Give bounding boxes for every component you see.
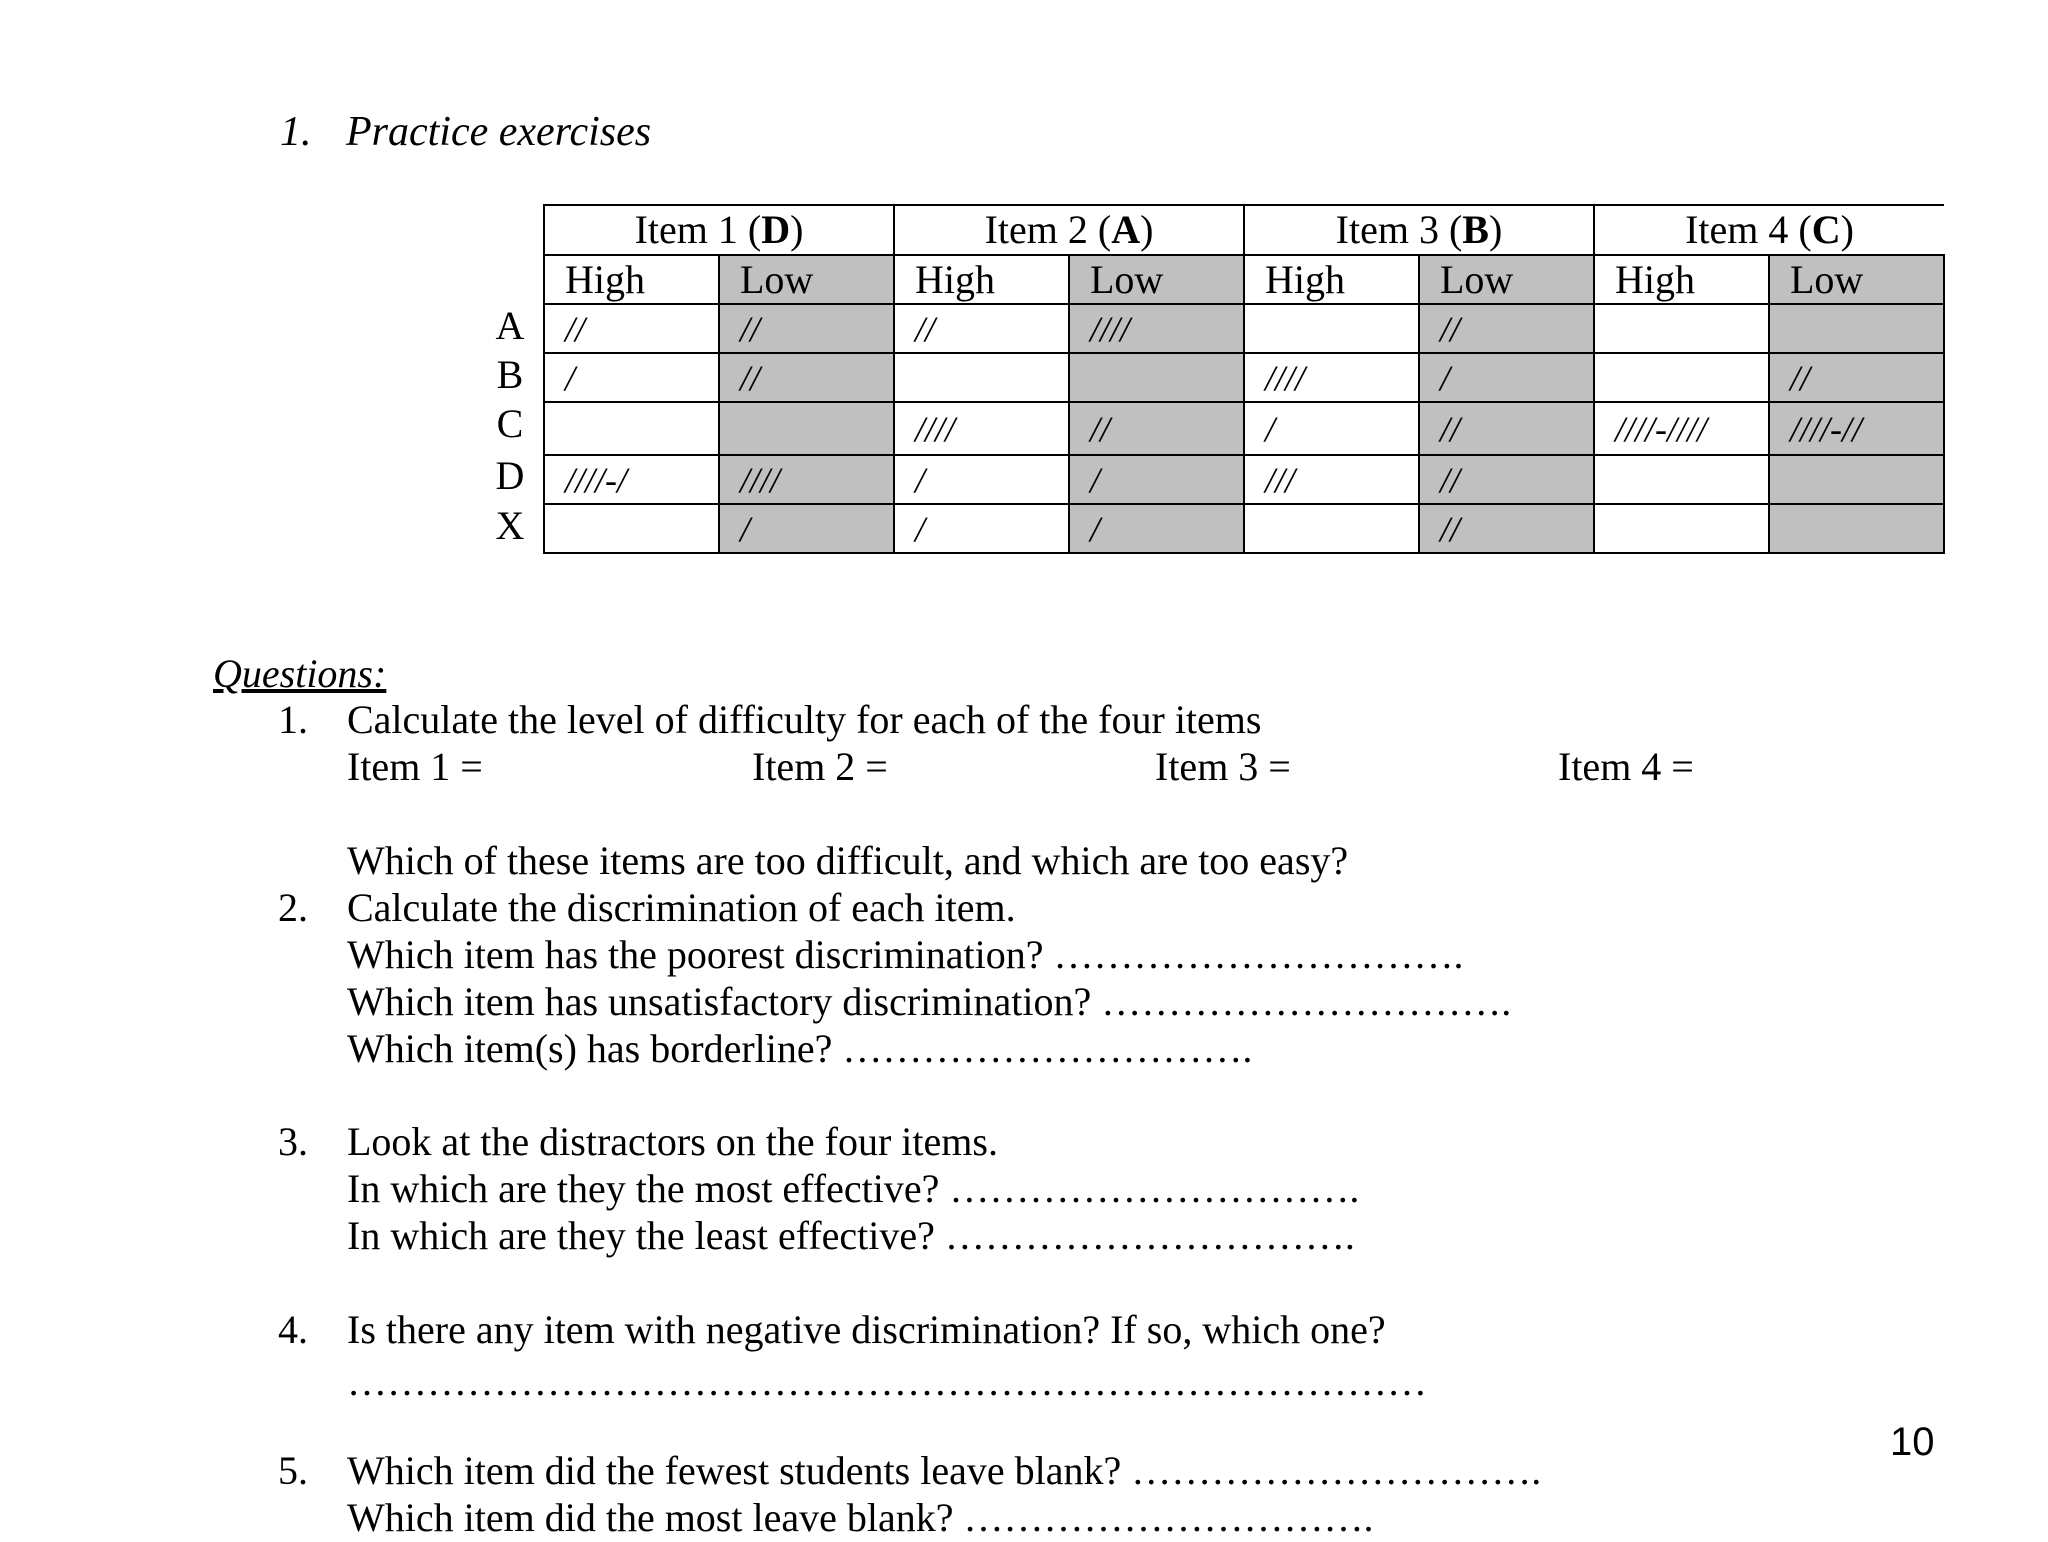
- section-number: 1.: [280, 109, 312, 155]
- answer-item-4: Item 4 =: [1558, 744, 1694, 789]
- tally-cell: [1769, 504, 1944, 553]
- group-header-low: Low: [1419, 255, 1594, 304]
- tally-cell: ////: [894, 402, 1069, 455]
- question-5-line-1: Which item did the fewest students leave blank? ………………………….: [347, 1448, 1542, 1493]
- question-2-line-2: Which item has unsatisfactory discrimination? ………………………….: [347, 979, 1512, 1024]
- tally-cell: //: [1769, 353, 1944, 402]
- tally-cell: //: [1419, 304, 1594, 353]
- tally-cell: ////: [1069, 304, 1244, 353]
- tally-cell: [544, 402, 719, 455]
- table-header-items: [544, 205, 1944, 255]
- tally-cell: /: [1419, 353, 1594, 402]
- tally-cell: /: [544, 353, 719, 402]
- question-4-text: Is there any item with negative discrimination? If so, which one?: [347, 1307, 1386, 1352]
- question-2-line-3: Which item(s) has borderline? ………………………….: [347, 1026, 1253, 1071]
- tally-cell: [1594, 304, 1769, 353]
- tally-cell: [1594, 353, 1769, 402]
- tally-cell: ////: [1244, 353, 1419, 402]
- tally-cell: //: [1069, 402, 1244, 455]
- tally-cell: /: [894, 504, 1069, 553]
- page-number: 10: [1890, 1420, 1935, 1464]
- row-label-c: C: [496, 401, 524, 446]
- tally-cell: [1769, 455, 1944, 504]
- tally-cell: /: [719, 504, 894, 553]
- question-1-followup: Which of these items are too difficult, and which are too easy?: [347, 838, 1349, 883]
- questions-heading: Questions:: [213, 651, 387, 696]
- table-row: [544, 402, 1944, 455]
- tally-cell: ////-/: [544, 455, 719, 504]
- answer-item-1: Item 1 =: [347, 744, 483, 789]
- item-header-2: Item 2 (A): [894, 205, 1244, 255]
- tally-cell: ////-////: [1594, 402, 1769, 455]
- group-header-high: High: [894, 255, 1069, 304]
- question-2-line-1: Which item has the poorest discrimination? ………………………….: [347, 932, 1464, 977]
- group-header-high: High: [1244, 255, 1419, 304]
- tally-body: [544, 304, 1944, 553]
- row-label-b: B: [496, 352, 524, 397]
- tally-cell: //: [1419, 402, 1594, 455]
- table-row: [544, 353, 1944, 402]
- section-title: Practice exercises: [346, 109, 652, 155]
- question-1-number: 1.: [278, 697, 308, 742]
- question-1-text: Calculate the level of difficulty for each of the four items: [347, 697, 1262, 742]
- table-header-groups: [544, 255, 1944, 304]
- section-heading: [280, 108, 651, 156]
- tally-table: [543, 204, 1945, 554]
- tally-cell: ////: [719, 455, 894, 504]
- question-3-line-1: In which are they the most effective? ………………………….: [347, 1166, 1360, 1211]
- question-2-number: 2.: [278, 885, 308, 930]
- tally-cell: [1244, 304, 1419, 353]
- tally-cell: [719, 402, 894, 455]
- tally-cell: //: [544, 304, 719, 353]
- answer-item-2: Item 2 =: [752, 744, 888, 789]
- item-header-4: Item 4 (C): [1594, 205, 1944, 255]
- tally-cell: ////-//: [1769, 402, 1944, 455]
- group-header-low: Low: [1769, 255, 1944, 304]
- row-label-a: A: [495, 303, 525, 348]
- question-5-line-2: Which item did the most leave blank? ………………………….: [347, 1495, 1374, 1540]
- tally-cell: /: [1069, 504, 1244, 553]
- tally-cell: [1594, 455, 1769, 504]
- question-3-line-2: In which are they the least effective? ………………………….: [347, 1213, 1355, 1258]
- question-3-text: Look at the distractors on the four items.: [347, 1119, 998, 1164]
- question-3-number: 3.: [278, 1119, 308, 1164]
- tally-cell: [894, 353, 1069, 402]
- table-row: [544, 504, 1944, 553]
- group-header-low: Low: [1069, 255, 1244, 304]
- tally-cell: //: [894, 304, 1069, 353]
- tally-cell: //: [1419, 504, 1594, 553]
- item-header-3: Item 3 (B): [1244, 205, 1594, 255]
- question-4-answer-line: ………………………………………………………………………: [347, 1359, 1427, 1404]
- tally-cell: [1244, 504, 1419, 553]
- table-row: [544, 455, 1944, 504]
- tally-cell: [1594, 504, 1769, 553]
- item-header-1: Item 1 (D): [544, 205, 894, 255]
- question-5-number: 5.: [278, 1448, 308, 1493]
- group-header-high: High: [544, 255, 719, 304]
- tally-cell: ///: [1244, 455, 1419, 504]
- question-2-text: Calculate the discrimination of each item.: [347, 885, 1016, 930]
- row-label-x: X: [495, 503, 525, 548]
- tally-cell: //: [719, 304, 894, 353]
- tally-cell: [1069, 353, 1244, 402]
- tally-cell: /: [1244, 402, 1419, 455]
- row-label-d: D: [495, 453, 525, 498]
- question-4-number: 4.: [278, 1307, 308, 1352]
- table-row: [544, 304, 1944, 353]
- group-header-low: Low: [719, 255, 894, 304]
- group-header-high: High: [1594, 255, 1769, 304]
- tally-cell: /: [894, 455, 1069, 504]
- tally-cell: [1769, 304, 1944, 353]
- answer-item-3: Item 3 =: [1155, 744, 1291, 789]
- tally-cell: //: [1419, 455, 1594, 504]
- tally-cell: //: [719, 353, 894, 402]
- tally-cell: /: [1069, 455, 1244, 504]
- tally-cell: [544, 504, 719, 553]
